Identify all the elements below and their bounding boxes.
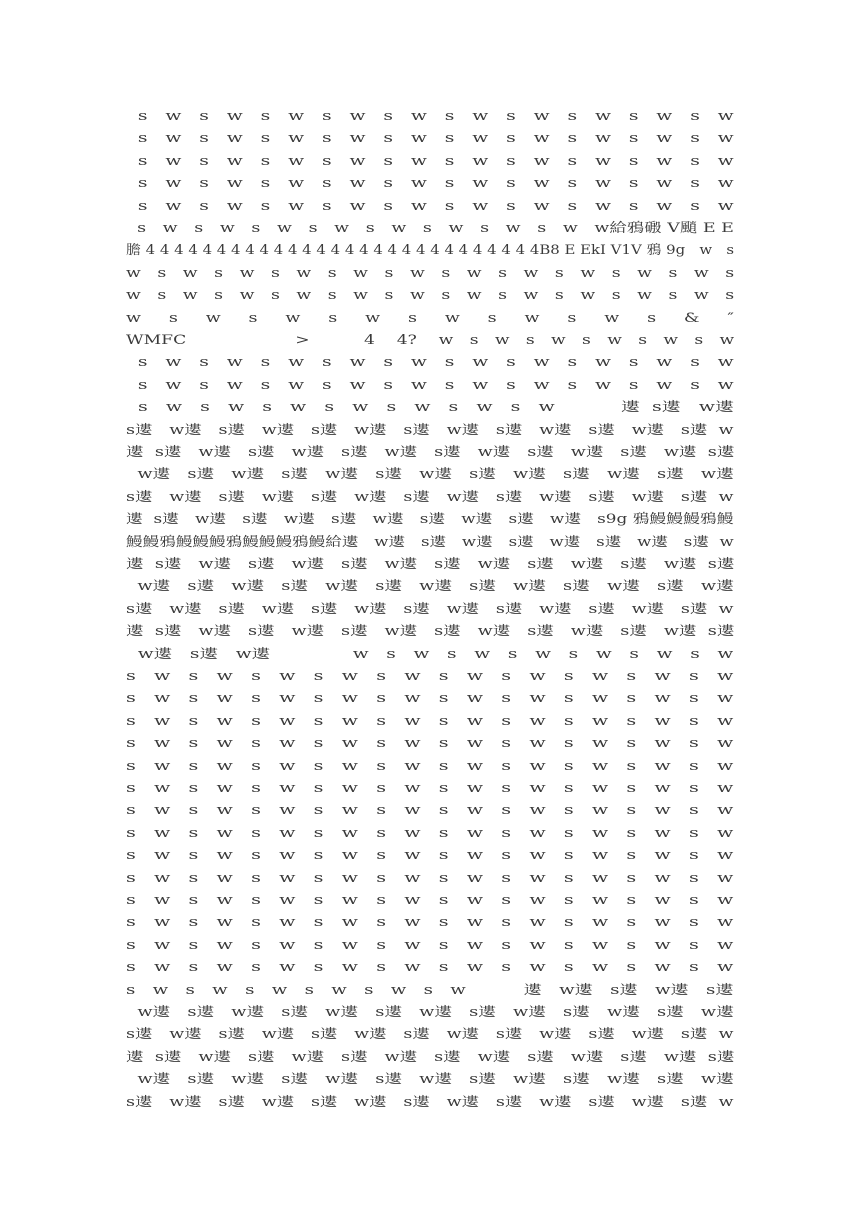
text-line: s w s w s w s w s w s w s w 遱 s遱 w遱 bbox=[126, 400, 734, 416]
text-line: s w s w s w s w s w s w s w s w s w s w bbox=[126, 758, 734, 774]
text-line: s w s w s w s w s w s w s w s w s w s w bbox=[126, 848, 734, 864]
text-line: w遱 s遱 w遱 s遱 w遱 s遱 w遱 s遱 w遱 s遱 w遱 s遱 w遱 bbox=[126, 579, 734, 595]
text-line: s w s w s w s w s w s w s w s w s w s w bbox=[126, 937, 734, 953]
text-line: s w s w s w s w s w s w s w s w s w s w bbox=[126, 915, 734, 931]
text-line: w遱 s遱 w遱 s遱 w遱 s遱 w遱 s遱 w遱 s遱 w遱 s遱 w遱 bbox=[126, 1005, 734, 1020]
text-line: 遱 s遱 w遱 s遱 w遱 s遱 w遱 s遱 w遱 s遱 w遱 s9g 鴉鰻鰻鰻鴉鰻 bbox=[126, 512, 734, 528]
text-line: s遱 w遱 s遱 w遱 s遱 w遱 s遱 w遱 s遱 w遱 s遱 w遱 s遱 w bbox=[126, 1094, 734, 1110]
text-line: w s w s w s w s w s w s w s w s w s w s w s bbox=[126, 288, 735, 304]
text-line: s w s w s w s w s w s w s w s w s w s w bbox=[126, 198, 734, 214]
text-line: s w s w s w s w s w s w s w s w s w s w bbox=[126, 153, 734, 169]
text-line: 遱 s遱 w遱 s遱 w遱 s遱 w遱 s遱 w遱 s遱 w遱 s遱 w遱 s遱 bbox=[126, 557, 735, 572]
text-line: s w s w s w s w s w s w s w s w s w s w bbox=[126, 893, 734, 908]
text-line: w遱 s遱 w遱 w s w s w s w s w s w s w bbox=[126, 646, 734, 662]
text-line: s w s w s w s w s w s w s w s w s w s w bbox=[126, 355, 734, 371]
text-line: s w s w s w s w s w s w s w s w s w s w bbox=[126, 870, 734, 886]
text-line: w s w s w s w s w s w s w s & ″ bbox=[126, 310, 734, 326]
text-line: s w s w s w s w s w s w s w s w s w s w bbox=[126, 377, 734, 393]
text-line: s w s w s w s w s w s w s w s w s w s w bbox=[126, 669, 734, 684]
text-line: w s w s w s w s w s w s w s w s w s w s w s bbox=[126, 265, 735, 281]
text-line: s w s w s w s w s w s w s w s w s w s w bbox=[126, 960, 734, 976]
text-line: 遱 s遱 w遱 s遱 w遱 s遱 w遱 s遱 w遱 s遱 w遱 s遱 w遱 s遱 bbox=[126, 445, 735, 460]
text-line: s w s w s w s w s w s w 遱 w遱 s遱 w遱 s遱 bbox=[126, 982, 734, 998]
text-line: 遱 s遱 w遱 s遱 w遱 s遱 w遱 s遱 w遱 s遱 w遱 s遱 w遱 s遱 bbox=[126, 624, 735, 640]
text-line: s w s w s w s w s w s w s w s w s w s w bbox=[126, 803, 734, 819]
text-line: WMFC > 4 4? w s w s w s w s w s w bbox=[126, 333, 735, 348]
text-line: s w s w s w s w s w s w s w s w s w s w bbox=[126, 713, 734, 729]
text-line: w遱 s遱 w遱 s遱 w遱 s遱 w遱 s遱 w遱 s遱 w遱 s遱 w遱 bbox=[126, 467, 734, 483]
text-line: s w s w s w s w s w s w s w s w s w s w bbox=[126, 109, 734, 124]
text-line: s w s w s w s w s w s w s w s w s w s w bbox=[126, 691, 734, 707]
text-line: s遱 w遱 s遱 w遱 s遱 w遱 s遱 w遱 s遱 w遱 s遱 w遱 s遱 w bbox=[126, 601, 734, 617]
text-line: 膽 4 4 4 4 4 4 4 4 4 4 4 4 4 4 4 4 4 4 4 4 4 4 4 4 4 4 4 4B8 E EkI V1V 鴉 9g w s bbox=[126, 243, 735, 259]
text-line: s遱 w遱 s遱 w遱 s遱 w遱 s遱 w遱 s遱 w遱 s遱 w遱 s遱 w bbox=[126, 422, 734, 438]
text-line: s w s w s w s w s w s w s w s w s w s w bbox=[126, 736, 734, 752]
text-line: s w s w s w s w s w s w s w s w s w s w bbox=[126, 781, 734, 796]
text-line: s w s w s w s w s w s w s w s w s w s w bbox=[126, 825, 734, 841]
text-line: w遱 s遱 w遱 s遱 w遱 s遱 w遱 s遱 w遱 s遱 w遱 s遱 w遱 bbox=[126, 1072, 734, 1088]
text-line: s w s w s w s w s w s w s w s w s w s w bbox=[126, 176, 734, 192]
text-line: s w s w s w s w s w s w s w s w w給鴉磤 V颵 E E bbox=[126, 221, 734, 236]
text-line: s遱 w遱 s遱 w遱 s遱 w遱 s遱 w遱 s遱 w遱 s遱 w遱 s遱 w bbox=[126, 1027, 734, 1043]
text-line: s w s w s w s w s w s w s w s w s w s w bbox=[126, 131, 734, 147]
text-line: 鰻鰻鴉鰻鰻鰻鴉鰻鰻鰻鴉鰻給遱 w遱 s遱 w遱 s遱 w遱 s遱 w遱 s遱 w bbox=[126, 534, 734, 550]
text-line: s遱 w遱 s遱 w遱 s遱 w遱 s遱 w遱 s遱 w遱 s遱 w遱 s遱 w bbox=[126, 489, 734, 505]
text-line: 遱 s遱 w遱 s遱 w遱 s遱 w遱 s遱 w遱 s遱 w遱 s遱 w遱 s遱 bbox=[126, 1049, 735, 1065]
